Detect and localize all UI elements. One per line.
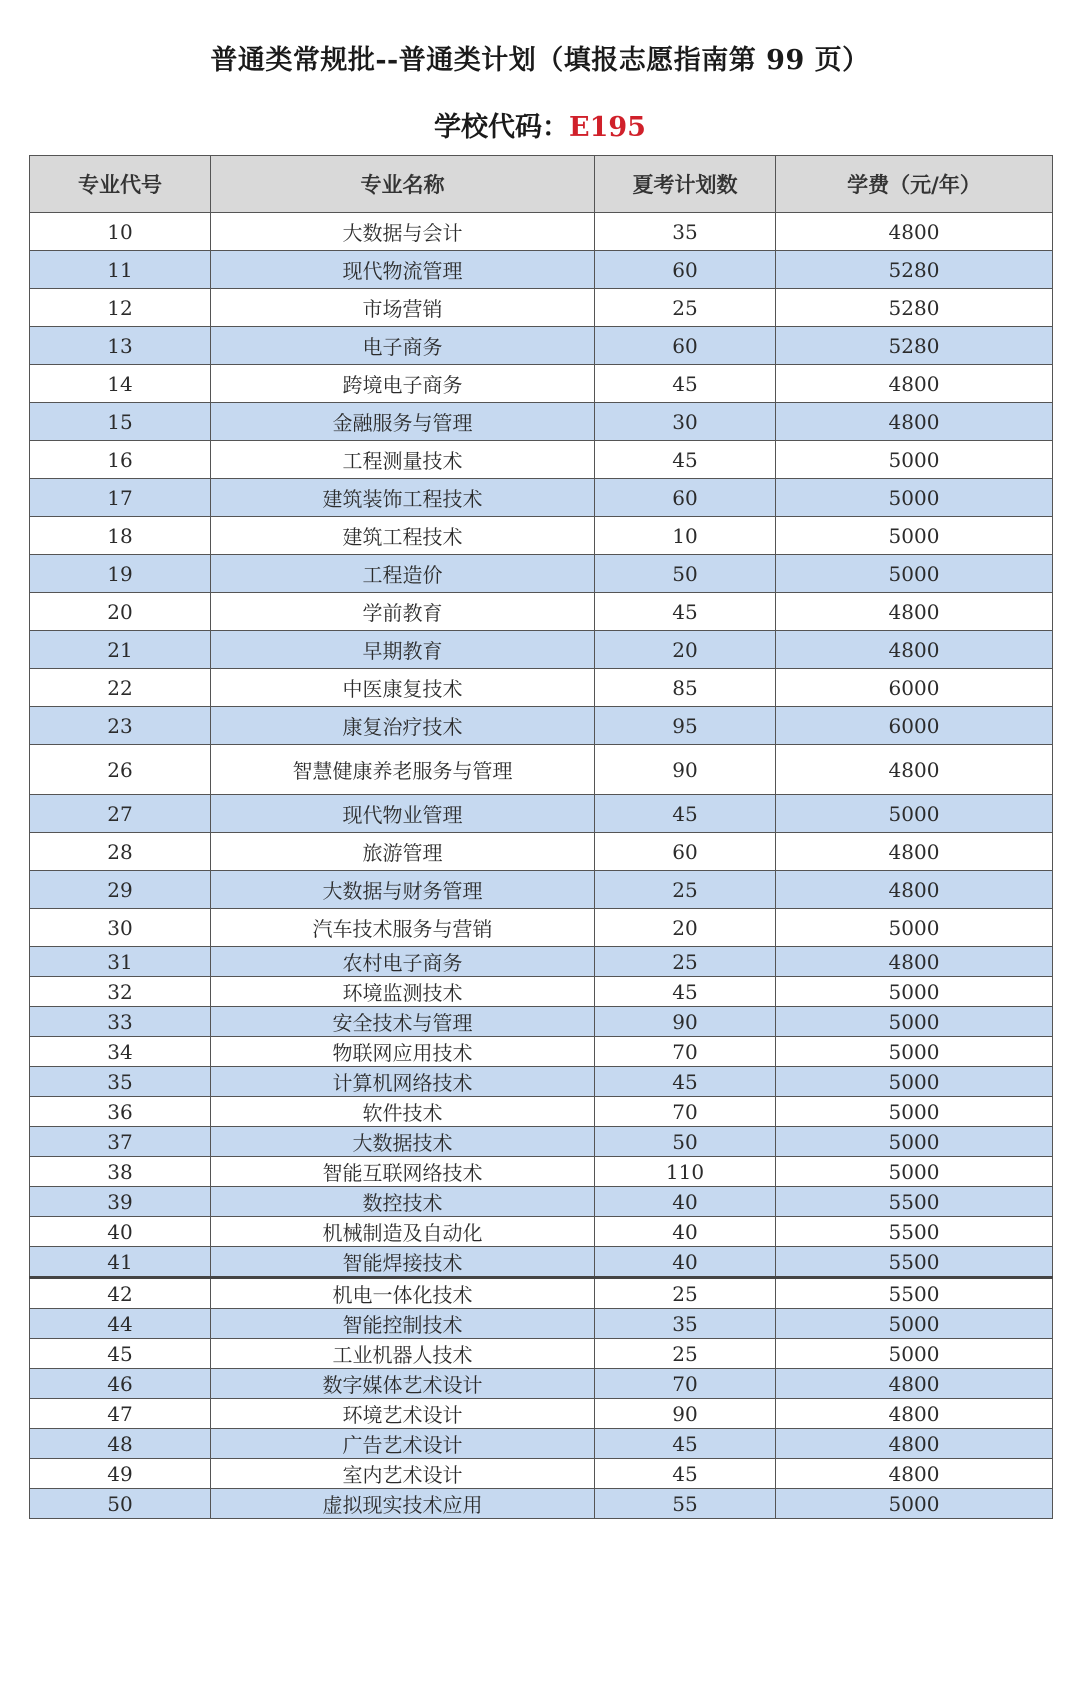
- cell-plan: 10: [595, 517, 776, 555]
- table-row: [30, 745, 1053, 795]
- cell-name: 建筑装饰工程技术: [211, 479, 595, 517]
- cell-name: 工程测量技术: [211, 441, 595, 479]
- table-row: [30, 795, 1053, 833]
- cell-name: 中医康复技术: [211, 669, 595, 707]
- cell-name: 汽车技术服务与营销: [211, 909, 595, 947]
- cell-name: 市场营销: [211, 289, 595, 327]
- cell-fee: 6000: [776, 707, 1053, 745]
- cell-code: 19: [30, 555, 211, 593]
- cell-name: 数字媒体艺术设计: [211, 1369, 595, 1399]
- cell-code: 22: [30, 669, 211, 707]
- cell-plan: 25: [595, 1278, 776, 1309]
- cell-code: 15: [30, 403, 211, 441]
- table-row: [30, 251, 1053, 289]
- cell-plan: 45: [595, 1459, 776, 1489]
- cell-fee: 4800: [776, 593, 1053, 631]
- cell-name: 智能焊接技术: [211, 1247, 595, 1278]
- cell-name: 虚拟现实技术应用: [211, 1489, 595, 1519]
- cell-name: 智慧健康养老服务与管理: [211, 745, 595, 795]
- cell-code: 10: [30, 213, 211, 251]
- cell-fee: 4800: [776, 871, 1053, 909]
- cell-fee: 5500: [776, 1278, 1053, 1309]
- school-code-value: E195: [569, 112, 646, 143]
- cell-fee: 5000: [776, 555, 1053, 593]
- cell-plan: 35: [595, 213, 776, 251]
- cell-fee: 5000: [776, 1339, 1053, 1369]
- cell-plan: 20: [595, 631, 776, 669]
- table-row: [30, 1067, 1053, 1097]
- cell-name: 大数据与财务管理: [211, 871, 595, 909]
- column-header-code: 专业代号: [30, 156, 211, 213]
- cell-plan: 55: [595, 1489, 776, 1519]
- cell-code: 41: [30, 1247, 211, 1278]
- cell-plan: 25: [595, 947, 776, 977]
- cell-plan: 45: [595, 365, 776, 403]
- table-row: [30, 1127, 1053, 1157]
- table-row: [30, 1489, 1053, 1519]
- cell-name: 康复治疗技术: [211, 707, 595, 745]
- cell-code: 47: [30, 1399, 211, 1429]
- cell-plan: 60: [595, 479, 776, 517]
- plan-table: [29, 155, 1053, 1519]
- plan-table-container: [29, 155, 1052, 1519]
- cell-name: 物联网应用技术: [211, 1037, 595, 1067]
- cell-name: 工程造价: [211, 555, 595, 593]
- column-header-name: 专业名称: [211, 156, 595, 213]
- table-row: [30, 403, 1053, 441]
- table-row: [30, 1369, 1053, 1399]
- cell-code: 26: [30, 745, 211, 795]
- cell-fee: 4800: [776, 365, 1053, 403]
- cell-name: 早期教育: [211, 631, 595, 669]
- table-row: [30, 365, 1053, 403]
- cell-code: 29: [30, 871, 211, 909]
- table-row: [30, 947, 1053, 977]
- cell-code: 36: [30, 1097, 211, 1127]
- cell-fee: 5000: [776, 1007, 1053, 1037]
- cell-plan: 95: [595, 707, 776, 745]
- table-row: [30, 1007, 1053, 1037]
- cell-fee: 5000: [776, 1067, 1053, 1097]
- cell-code: 37: [30, 1127, 211, 1157]
- cell-code: 20: [30, 593, 211, 631]
- table-row: [30, 1097, 1053, 1127]
- cell-code: 40: [30, 1217, 211, 1247]
- cell-fee: 4800: [776, 403, 1053, 441]
- cell-plan: 45: [595, 1067, 776, 1097]
- cell-plan: 40: [595, 1247, 776, 1278]
- cell-name: 现代物流管理: [211, 251, 595, 289]
- school-code-label: 学校代码：: [434, 112, 570, 143]
- table-row: [30, 1247, 1053, 1278]
- cell-plan: 45: [595, 977, 776, 1007]
- cell-fee: 5000: [776, 1037, 1053, 1067]
- cell-code: 12: [30, 289, 211, 327]
- cell-name: 室内艺术设计: [211, 1459, 595, 1489]
- cell-plan: 20: [595, 909, 776, 947]
- cell-plan: 60: [595, 327, 776, 365]
- cell-name: 广告艺术设计: [211, 1429, 595, 1459]
- table-row: [30, 593, 1053, 631]
- cell-plan: 110: [595, 1157, 776, 1187]
- cell-name: 数控技术: [211, 1187, 595, 1217]
- table-row: [30, 479, 1053, 517]
- cell-fee: 5280: [776, 327, 1053, 365]
- cell-plan: 70: [595, 1369, 776, 1399]
- cell-name: 机械制造及自动化: [211, 1217, 595, 1247]
- cell-fee: 5000: [776, 479, 1053, 517]
- cell-plan: 70: [595, 1037, 776, 1067]
- table-row: [30, 1459, 1053, 1489]
- cell-code: 13: [30, 327, 211, 365]
- cell-fee: 4800: [776, 1369, 1053, 1399]
- table-row: [30, 1187, 1053, 1217]
- cell-name: 学前教育: [211, 593, 595, 631]
- cell-code: 35: [30, 1067, 211, 1097]
- cell-plan: 45: [595, 795, 776, 833]
- cell-code: 23: [30, 707, 211, 745]
- page-title: 普通类常规批--普通类计划（填报志愿指南第 99 页）: [210, 45, 870, 76]
- cell-name: 电子商务: [211, 327, 595, 365]
- cell-plan: 70: [595, 1097, 776, 1127]
- cell-plan: 45: [595, 441, 776, 479]
- cell-name: 计算机网络技术: [211, 1067, 595, 1097]
- cell-plan: 45: [595, 593, 776, 631]
- table-row: [30, 1339, 1053, 1369]
- cell-code: 49: [30, 1459, 211, 1489]
- cell-fee: 5000: [776, 1157, 1053, 1187]
- cell-name: 机电一体化技术: [211, 1278, 595, 1309]
- cell-name: 金融服务与管理: [211, 403, 595, 441]
- table-row: [30, 1037, 1053, 1067]
- cell-name: 农村电子商务: [211, 947, 595, 977]
- cell-name: 环境艺术设计: [211, 1399, 595, 1429]
- cell-fee: 5000: [776, 1489, 1053, 1519]
- table-row: [30, 977, 1053, 1007]
- cell-fee: 5280: [776, 251, 1053, 289]
- cell-name: 软件技术: [211, 1097, 595, 1127]
- cell-name: 跨境电子商务: [211, 365, 595, 403]
- table-row: [30, 213, 1053, 251]
- table-row: [30, 871, 1053, 909]
- school-code-line: [0, 105, 1080, 144]
- cell-name: 智能控制技术: [211, 1309, 595, 1339]
- cell-fee: 4800: [776, 947, 1053, 977]
- table-header-row: [30, 156, 1053, 213]
- cell-name: 旅游管理: [211, 833, 595, 871]
- cell-name: 智能互联网络技术: [211, 1157, 595, 1187]
- cell-plan: 60: [595, 251, 776, 289]
- cell-name: 安全技术与管理: [211, 1007, 595, 1037]
- cell-plan: 25: [595, 289, 776, 327]
- table-row: [30, 707, 1053, 745]
- cell-code: 44: [30, 1309, 211, 1339]
- table-row: [30, 669, 1053, 707]
- cell-fee: 4800: [776, 213, 1053, 251]
- cell-plan: 40: [595, 1217, 776, 1247]
- cell-code: 30: [30, 909, 211, 947]
- table-row: [30, 1309, 1053, 1339]
- cell-name: 建筑工程技术: [211, 517, 595, 555]
- cell-fee: 5500: [776, 1247, 1053, 1278]
- cell-fee: 4800: [776, 1459, 1053, 1489]
- cell-plan: 30: [595, 403, 776, 441]
- table-row: [30, 1157, 1053, 1187]
- table-row: [30, 327, 1053, 365]
- table-row: [30, 1217, 1053, 1247]
- cell-plan: 50: [595, 1127, 776, 1157]
- cell-fee: 4800: [776, 1399, 1053, 1429]
- cell-code: 34: [30, 1037, 211, 1067]
- table-row: [30, 555, 1053, 593]
- cell-fee: 5000: [776, 1127, 1053, 1157]
- cell-plan: 85: [595, 669, 776, 707]
- cell-fee: 4800: [776, 631, 1053, 669]
- table-row: [30, 1429, 1053, 1459]
- cell-code: 17: [30, 479, 211, 517]
- cell-plan: 40: [595, 1187, 776, 1217]
- cell-fee: 4800: [776, 745, 1053, 795]
- cell-code: 46: [30, 1369, 211, 1399]
- cell-fee: 5000: [776, 1097, 1053, 1127]
- cell-fee: 5280: [776, 289, 1053, 327]
- table-row: [30, 289, 1053, 327]
- cell-plan: 45: [595, 1429, 776, 1459]
- cell-code: 21: [30, 631, 211, 669]
- cell-code: 28: [30, 833, 211, 871]
- cell-fee: 5000: [776, 795, 1053, 833]
- cell-code: 39: [30, 1187, 211, 1217]
- cell-code: 14: [30, 365, 211, 403]
- cell-fee: 5000: [776, 517, 1053, 555]
- cell-code: 38: [30, 1157, 211, 1187]
- column-header-plan: 夏考计划数: [595, 156, 776, 213]
- cell-fee: 5000: [776, 441, 1053, 479]
- table-row: [30, 1399, 1053, 1429]
- cell-code: 27: [30, 795, 211, 833]
- cell-code: 11: [30, 251, 211, 289]
- cell-plan: 90: [595, 1399, 776, 1429]
- cell-fee: 5500: [776, 1187, 1053, 1217]
- table-row: [30, 631, 1053, 669]
- cell-fee: 4800: [776, 833, 1053, 871]
- table-row: [30, 833, 1053, 871]
- cell-name: 现代物业管理: [211, 795, 595, 833]
- cell-plan: 25: [595, 1339, 776, 1369]
- cell-name: 大数据与会计: [211, 213, 595, 251]
- cell-fee: 6000: [776, 669, 1053, 707]
- table-row: [30, 909, 1053, 947]
- cell-code: 32: [30, 977, 211, 1007]
- cell-code: 31: [30, 947, 211, 977]
- cell-code: 45: [30, 1339, 211, 1369]
- cell-fee: 5000: [776, 1309, 1053, 1339]
- cell-code: 42: [30, 1278, 211, 1309]
- table-body: [30, 213, 1053, 1519]
- table-row: [30, 517, 1053, 555]
- cell-plan: 90: [595, 1007, 776, 1037]
- cell-plan: 35: [595, 1309, 776, 1339]
- cell-fee: 5500: [776, 1217, 1053, 1247]
- cell-name: 大数据技术: [211, 1127, 595, 1157]
- cell-fee: 5000: [776, 977, 1053, 1007]
- column-header-fee: 学费（元/年）: [776, 156, 1053, 213]
- cell-name: 环境监测技术: [211, 977, 595, 1007]
- cell-plan: 90: [595, 745, 776, 795]
- table-row: [30, 1278, 1053, 1309]
- cell-code: 48: [30, 1429, 211, 1459]
- cell-code: 50: [30, 1489, 211, 1519]
- cell-fee: 4800: [776, 1429, 1053, 1459]
- cell-code: 18: [30, 517, 211, 555]
- cell-plan: 60: [595, 833, 776, 871]
- cell-name: 工业机器人技术: [211, 1339, 595, 1369]
- cell-code: 16: [30, 441, 211, 479]
- cell-plan: 25: [595, 871, 776, 909]
- table-row: [30, 441, 1053, 479]
- cell-plan: 50: [595, 555, 776, 593]
- cell-fee: 5000: [776, 909, 1053, 947]
- cell-code: 33: [30, 1007, 211, 1037]
